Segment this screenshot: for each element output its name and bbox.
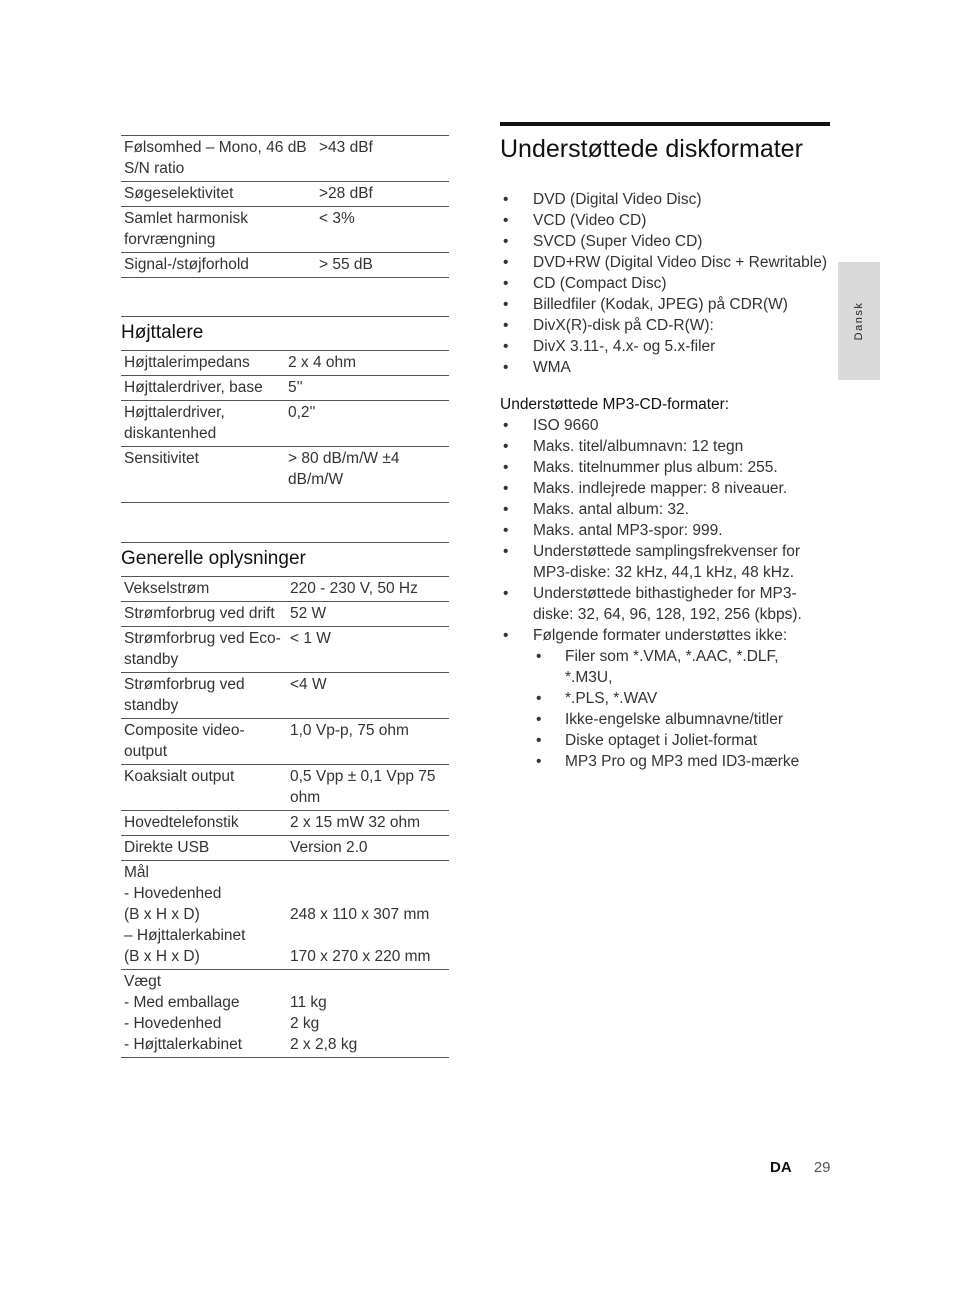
table-row xyxy=(121,577,449,602)
spec-label: Koaksialt output xyxy=(121,765,287,811)
spec-value: <4 W xyxy=(287,673,449,719)
spec-value: > 80 dB/m/W ±4 dB/m/W xyxy=(285,447,449,503)
table-row xyxy=(121,836,449,861)
language-tab-label: Dansk xyxy=(853,301,865,341)
spec-value: < 1 W xyxy=(287,627,449,673)
table-row xyxy=(121,673,449,719)
list-item: • SVCD (Super Video CD) xyxy=(500,231,830,252)
left-column xyxy=(121,135,449,1058)
list-item: • DivX 3.11-, 4.x- og 5.x-filer xyxy=(500,336,830,357)
page-footer xyxy=(770,1159,831,1176)
spec-value: >43 dBf xyxy=(316,136,449,182)
list-item: • DVD (Digital Video Disc) xyxy=(500,189,830,210)
right-column xyxy=(500,122,830,772)
list-item: • Maks. titel/albumnavn: 12 tegn xyxy=(500,436,830,457)
speakers-heading: Højttalere xyxy=(121,322,204,343)
spec-label: Vægt - Med emballage - Hovedenhed - Højttalerkabinet xyxy=(121,970,287,1058)
list-item: • Understøttede samplingsfrekvenser for MP3-diske: 32 kHz, 44,1 kHz, 48 kHz. xyxy=(500,541,830,583)
list-item-text: Følgende formater understøttes ikke: xyxy=(533,627,788,644)
list-item: • DVD+RW (Digital Video Disc + Rewritable) xyxy=(500,252,830,273)
table-row xyxy=(121,253,449,278)
mp3-format-list xyxy=(500,415,830,772)
table-row xyxy=(121,401,449,447)
spec-label: Hovedtelefonstik xyxy=(121,811,287,836)
spec-label: Mål - Hovedenhed (B x H x D) – Højttalerkabinet (B x H x D) xyxy=(121,861,287,970)
spec-label: Vekselstrøm xyxy=(121,577,287,602)
language-side-tab xyxy=(838,262,880,380)
spec-value: >28 dBf xyxy=(316,182,449,207)
list-item: • ISO 9660 xyxy=(500,415,830,436)
table-row xyxy=(121,447,449,503)
spec-label: Strømforbrug ved standby xyxy=(121,673,287,719)
table-row xyxy=(121,811,449,836)
list-item: • VCD (Video CD) xyxy=(500,210,830,231)
spec-value: 1,0 Vp-p, 75 ohm xyxy=(287,719,449,765)
tuner-spec-table xyxy=(121,135,449,278)
table-row xyxy=(121,136,449,182)
list-item: • Maks. indlejrede mapper: 8 niveauer. xyxy=(500,478,830,499)
list-item: • Billedfiler (Kodak, JPEG) på CDR(W) xyxy=(500,294,830,315)
spec-value: 0,5 Vpp ± 0,1 Vpp 75 ohm xyxy=(287,765,449,811)
table-row xyxy=(121,970,449,1058)
list-item: • Diske optaget i Joliet-format xyxy=(533,730,830,751)
list-item xyxy=(500,625,830,772)
table-row xyxy=(121,765,449,811)
spec-label: Composite video-output xyxy=(121,719,287,765)
spec-label: Følsomhed – Mono, 46 dB S/N ratio xyxy=(121,136,316,182)
spec-value: 220 - 230 V, 50 Hz xyxy=(287,577,449,602)
spec-value: 52 W xyxy=(287,602,449,627)
list-item: • Maks. antal album: 32. xyxy=(500,499,830,520)
spec-label: Strømforbrug ved drift xyxy=(121,602,287,627)
speakers-spec-table xyxy=(121,350,449,503)
list-item: • MP3 Pro og MP3 med ID3-mærke xyxy=(533,751,830,772)
table-row xyxy=(121,207,449,253)
table-row xyxy=(121,602,449,627)
footer-language: DA xyxy=(770,1159,792,1176)
spec-label: Strømforbrug ved Eco-standby xyxy=(121,627,287,673)
spec-value: > 55 dB xyxy=(316,253,449,278)
spec-label: Signal-/støjforhold xyxy=(121,253,316,278)
list-item: • WMA xyxy=(500,357,830,378)
disc-format-list xyxy=(500,189,830,378)
spec-label: Højttalerimpedans xyxy=(121,351,285,376)
spec-label: Direkte USB xyxy=(121,836,287,861)
spec-value: 11 kg 2 kg 2 x 2,8 kg xyxy=(287,970,449,1058)
spec-value: 248 x 110 x 307 mm 170 x 270 x 220 mm xyxy=(287,861,449,970)
list-item: • DivX(R)-disk på CD-R(W): xyxy=(500,315,830,336)
spec-label: Samlet harmonisk forvrængning xyxy=(121,207,316,253)
general-spec-table xyxy=(121,576,449,1058)
table-row xyxy=(121,627,449,673)
table-row xyxy=(121,376,449,401)
table-row xyxy=(121,719,449,765)
list-item: • Filer som *.VMA, *.AAC, *.DLF, *.M3U, xyxy=(533,646,830,688)
list-item: • CD (Compact Disc) xyxy=(500,273,830,294)
list-item: • Maks. titelnummer plus album: 255. xyxy=(500,457,830,478)
table-row xyxy=(121,182,449,207)
page-title: Understøttede diskformater xyxy=(500,122,830,166)
list-item: • Maks. antal MP3-spor: 999. xyxy=(500,520,830,541)
unsupported-format-list xyxy=(533,646,830,772)
list-item: • *.PLS, *.WAV xyxy=(533,688,830,709)
spec-value: 5'' xyxy=(285,376,449,401)
page-number: 29 xyxy=(813,1159,831,1176)
spec-value: 0,2'' xyxy=(285,401,449,447)
spec-value: 2 x 4 ohm xyxy=(285,351,449,376)
table-row xyxy=(121,351,449,376)
list-item: • Understøttede bithastigheder for MP3-diske: 32, 64, 96, 128, 192, 256 (kbps). xyxy=(500,583,830,625)
spec-value: < 3% xyxy=(316,207,449,253)
spec-value: Version 2.0 xyxy=(287,836,449,861)
spec-value: 2 x 15 mW 32 ohm xyxy=(287,811,449,836)
table-row xyxy=(121,861,449,970)
spec-label: Sensitivitet xyxy=(121,447,285,503)
spec-label: Højttalerdriver, base xyxy=(121,376,285,401)
list-item: • Ikke-engelske albumnavne/titler xyxy=(533,709,830,730)
spec-label: Søgeselektivitet xyxy=(121,182,316,207)
spec-label: Højttalerdriver, diskantenhed xyxy=(121,401,285,447)
mp3-heading: Understøttede MP3-CD-formater: xyxy=(500,396,730,413)
general-heading: Generelle oplysninger xyxy=(121,548,306,569)
